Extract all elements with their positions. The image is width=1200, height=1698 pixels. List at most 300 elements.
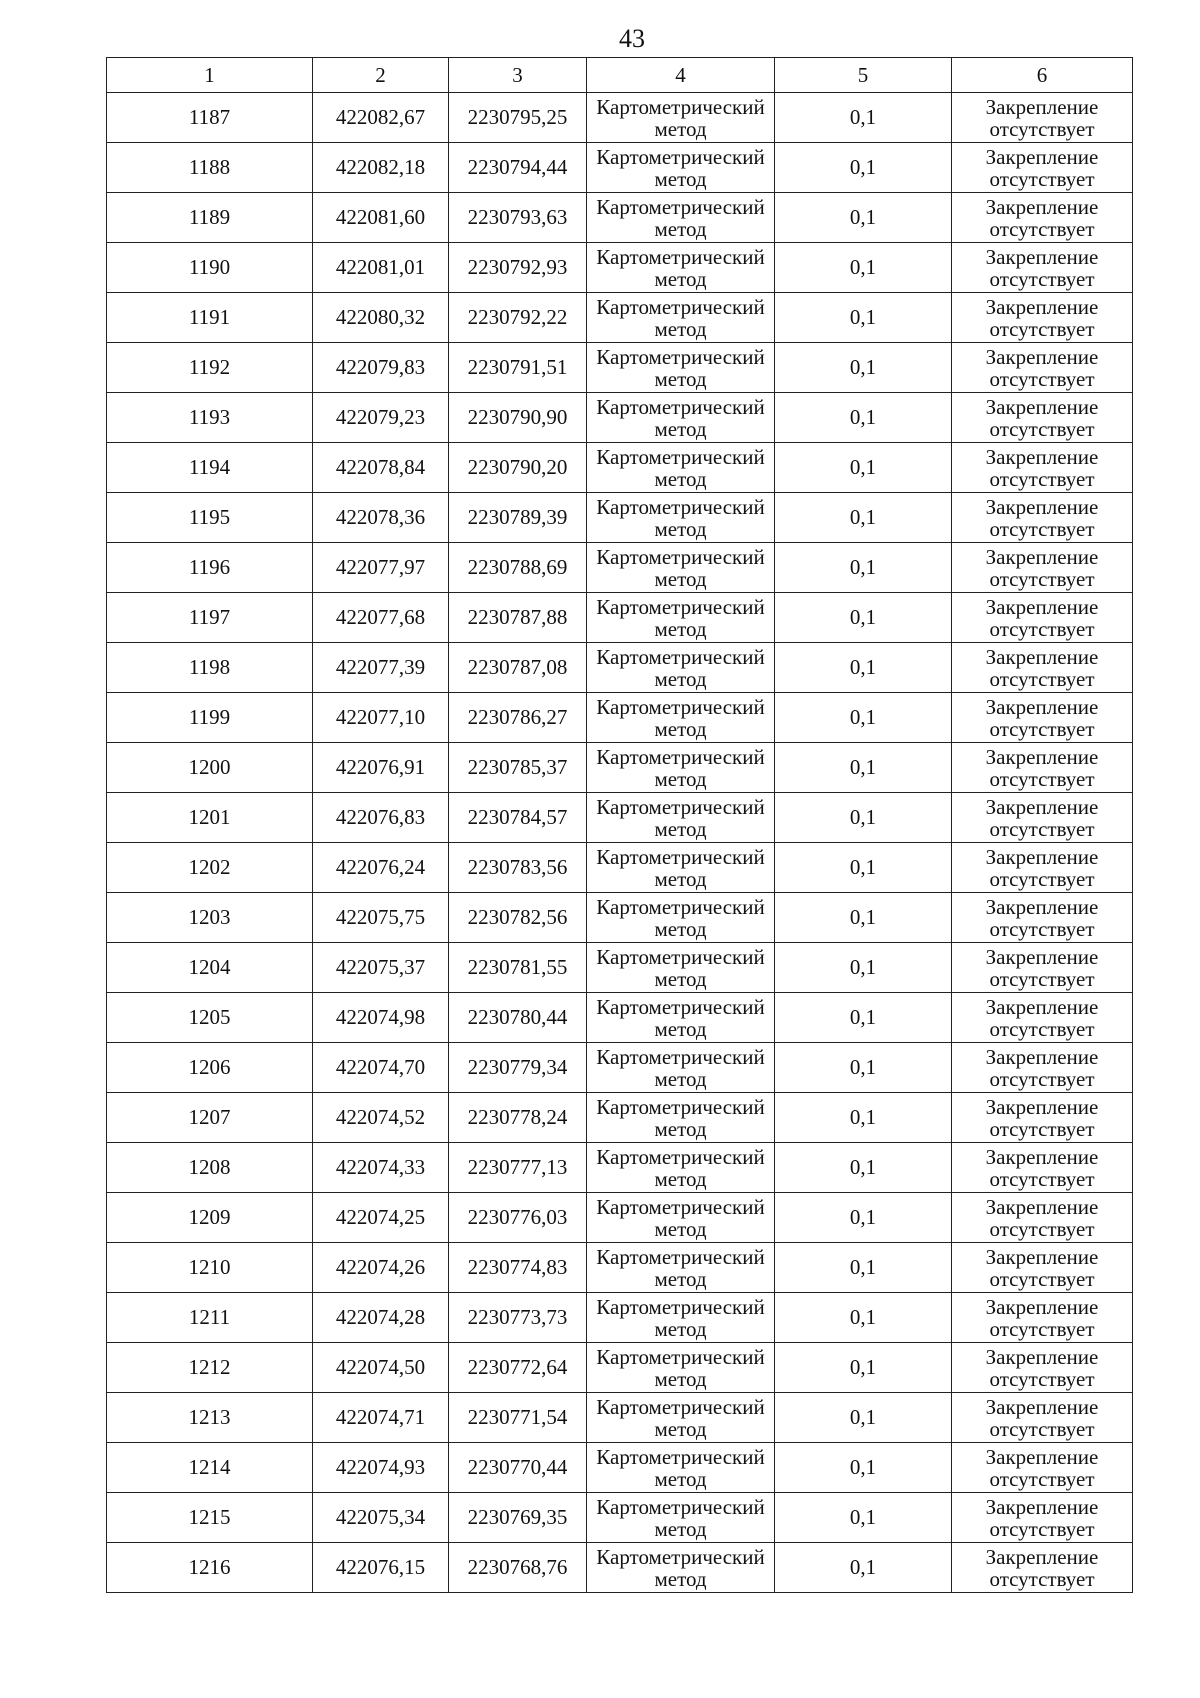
x-coordinate-cell: 422074,52 [313,1093,449,1143]
column-header: 5 [775,58,952,93]
method-cell [587,593,775,643]
y-coordinate-cell: 2230789,39 [449,493,587,543]
method-cell [587,1093,775,1143]
x-coordinate-cell: 422077,39 [313,643,449,693]
x-coordinate-cell: 422074,33 [313,1143,449,1193]
point-number-cell: 1192 [107,343,313,393]
method-cell-line2: метод [654,916,707,941]
method-cell-line1: Картометрический [596,1094,765,1119]
table-row [107,193,1133,243]
fixation-cell [952,593,1133,643]
fixation-cell-line2: отсутствует [989,1316,1095,1341]
fixation-cell-line2: отсутствует [989,1366,1095,1391]
y-coordinate-cell: 2230777,13 [449,1143,587,1193]
method-cell-line2: метод [654,1116,707,1141]
y-coordinate-cell: 2230770,44 [449,1443,587,1493]
fixation-cell-line1: Закрепление [985,894,1099,919]
point-number-cell: 1210 [107,1243,313,1293]
method-cell [587,1443,775,1493]
table-row [107,893,1133,943]
accuracy-cell: 0,1 [775,1393,952,1443]
method-cell-line1: Картометрический [596,494,765,519]
fixation-cell [952,1143,1133,1193]
accuracy-cell: 0,1 [775,343,952,393]
fixation-cell [952,743,1133,793]
y-coordinate-cell: 2230776,03 [449,1193,587,1243]
method-cell [587,193,775,243]
method-cell [587,943,775,993]
y-coordinate-cell: 2230773,73 [449,1293,587,1343]
y-coordinate-cell: 2230778,24 [449,1093,587,1143]
x-coordinate-cell: 422074,70 [313,1043,449,1093]
method-cell-line1: Картометрический [596,894,765,919]
method-cell [587,1193,775,1243]
accuracy-cell: 0,1 [775,693,952,743]
fixation-cell [952,1093,1133,1143]
fixation-cell-line1: Закрепление [985,1244,1099,1269]
fixation-cell-line2: отсутствует [989,266,1095,291]
method-cell-line1: Картометрический [596,444,765,469]
point-number-cell: 1209 [107,1193,313,1243]
method-cell [587,1043,775,1093]
fixation-cell [952,293,1133,343]
fixation-cell-line2: отсутствует [989,766,1095,791]
x-coordinate-cell: 422081,60 [313,193,449,243]
table-row [107,93,1133,143]
table-row [107,743,1133,793]
accuracy-cell: 0,1 [775,193,952,243]
method-cell-line1: Картометрический [596,944,765,969]
table-row [107,643,1133,693]
method-cell-line2: метод [654,1166,707,1191]
accuracy-cell: 0,1 [775,243,952,293]
fixation-cell-line1: Закрепление [985,1494,1099,1519]
y-coordinate-cell: 2230794,44 [449,143,587,193]
table-row [107,843,1133,893]
method-cell-line1: Картометрический [596,1494,765,1519]
accuracy-cell: 0,1 [775,1493,952,1543]
method-cell-line2: метод [654,466,707,491]
fixation-cell-line2: отсутствует [989,1166,1095,1191]
method-cell-line1: Картометрический [596,1144,765,1169]
accuracy-cell: 0,1 [775,943,952,993]
fixation-cell [952,393,1133,443]
fixation-cell-line1: Закрепление [985,844,1099,869]
fixation-cell-line2: отсутствует [989,366,1095,391]
fixation-cell-line2: отсутствует [989,1066,1095,1091]
fixation-cell [952,193,1133,243]
method-cell-line2: метод [654,1516,707,1541]
point-number-cell: 1211 [107,1293,313,1343]
method-cell-line1: Картометрический [596,694,765,719]
fixation-cell-line2: отсутствует [989,966,1095,991]
fixation-cell-line1: Закрепление [985,744,1099,769]
method-cell-line1: Картометрический [596,194,765,219]
method-cell-line2: метод [654,1066,707,1091]
method-cell-line1: Картометрический [596,294,765,319]
x-coordinate-cell: 422077,10 [313,693,449,743]
table-row [107,1543,1133,1593]
table-row [107,293,1133,343]
fixation-cell [952,693,1133,743]
fixation-cell-line1: Закрепление [985,1144,1099,1169]
fixation-cell-line1: Закрепление [985,444,1099,469]
fixation-cell-line1: Закрепление [985,394,1099,419]
point-number-cell: 1201 [107,793,313,843]
fixation-cell-line2: отсутствует [989,716,1095,741]
method-cell-line1: Картометрический [596,1394,765,1419]
fixation-cell-line1: Закрепление [985,1094,1099,1119]
method-cell [587,443,775,493]
x-coordinate-cell: 422074,50 [313,1343,449,1393]
point-number-cell: 1215 [107,1493,313,1543]
accuracy-cell: 0,1 [775,743,952,793]
y-coordinate-cell: 2230781,55 [449,943,587,993]
table-row [107,1343,1133,1393]
accuracy-cell: 0,1 [775,843,952,893]
method-cell [587,1293,775,1343]
method-cell-line2: метод [654,316,707,341]
y-coordinate-cell: 2230768,76 [449,1543,587,1593]
accuracy-cell: 0,1 [775,543,952,593]
table-row [107,1443,1133,1493]
accuracy-cell: 0,1 [775,893,952,943]
method-cell [587,793,775,843]
method-cell-line2: метод [654,366,707,391]
method-cell [587,493,775,543]
method-cell-line1: Картометрический [596,544,765,569]
table-row [107,343,1133,393]
point-number-cell: 1198 [107,643,313,693]
fixation-cell-line1: Закрепление [985,494,1099,519]
accuracy-cell: 0,1 [775,1443,952,1493]
y-coordinate-cell: 2230792,93 [449,243,587,293]
method-cell [587,293,775,343]
method-cell-line2: метод [654,1266,707,1291]
method-cell-line2: метод [654,416,707,441]
method-cell-line2: метод [654,1466,707,1491]
x-coordinate-cell: 422076,83 [313,793,449,843]
fixation-cell-line1: Закрепление [985,194,1099,219]
method-cell [587,1143,775,1193]
x-coordinate-cell: 422077,97 [313,543,449,593]
fixation-cell-line2: отсутствует [989,566,1095,591]
table-row [107,1143,1133,1193]
fixation-cell-line1: Закрепление [985,1344,1099,1369]
y-coordinate-cell: 2230779,34 [449,1043,587,1093]
fixation-cell-line1: Закрепление [985,544,1099,569]
fixation-cell [952,93,1133,143]
fixation-cell-line2: отсутствует [989,1116,1095,1141]
accuracy-cell: 0,1 [775,1043,952,1093]
fixation-cell-line1: Закрепление [985,1044,1099,1069]
method-cell [587,1493,775,1543]
accuracy-cell: 0,1 [775,1193,952,1243]
method-cell-line1: Картометрический [596,1294,765,1319]
fixation-cell-line1: Закрепление [985,344,1099,369]
fixation-cell-line2: отсутствует [989,816,1095,841]
point-number-cell: 1191 [107,293,313,343]
method-cell-line1: Картометрический [596,394,765,419]
method-cell-line2: метод [654,266,707,291]
method-cell [587,643,775,693]
y-coordinate-cell: 2230786,27 [449,693,587,743]
fixation-cell-line2: отсутствует [989,166,1095,191]
method-cell [587,393,775,443]
accuracy-cell: 0,1 [775,1093,952,1143]
method-cell-line2: метод [654,866,707,891]
fixation-cell [952,1343,1133,1393]
method-cell [587,893,775,943]
fixation-cell-line2: отсутствует [989,316,1095,341]
table-row [107,793,1133,843]
fixation-cell-line1: Закрепление [985,94,1099,119]
accuracy-cell: 0,1 [775,1343,952,1393]
method-cell [587,843,775,893]
x-coordinate-cell: 422074,25 [313,1193,449,1243]
method-cell-line2: метод [654,566,707,591]
x-coordinate-cell: 422078,84 [313,443,449,493]
table-row [107,143,1133,193]
fixation-cell [952,143,1133,193]
fixation-cell-line1: Закрепление [985,694,1099,719]
point-number-cell: 1199 [107,693,313,743]
fixation-cell-line1: Закрепление [985,1194,1099,1219]
y-coordinate-cell: 2230795,25 [449,93,587,143]
fixation-cell [952,1043,1133,1093]
x-coordinate-cell: 422079,23 [313,393,449,443]
fixation-cell-line2: отсутствует [989,1266,1095,1291]
point-number-cell: 1190 [107,243,313,293]
table-row [107,1243,1133,1293]
x-coordinate-cell: 422076,24 [313,843,449,893]
method-cell-line1: Картометрический [596,1244,765,1269]
column-header: 3 [449,58,587,93]
point-number-cell: 1193 [107,393,313,443]
x-coordinate-cell: 422077,68 [313,593,449,643]
method-cell-line1: Картометрический [596,1194,765,1219]
x-coordinate-cell: 422074,98 [313,993,449,1043]
y-coordinate-cell: 2230790,20 [449,443,587,493]
fixation-cell-line1: Закрепление [985,244,1099,269]
table-header-row [107,58,1133,93]
method-cell-line1: Картометрический [596,794,765,819]
fixation-cell [952,1193,1133,1243]
point-number-cell: 1203 [107,893,313,943]
table-row [107,1193,1133,1243]
fixation-cell-line1: Закрепление [985,1394,1099,1419]
x-coordinate-cell: 422082,67 [313,93,449,143]
method-cell-line1: Картометрический [596,844,765,869]
point-number-cell: 1187 [107,93,313,143]
point-number-cell: 1195 [107,493,313,543]
fixation-cell-line2: отсутствует [989,116,1095,141]
method-cell-line2: метод [654,816,707,841]
fixation-cell-line1: Закрепление [985,594,1099,619]
accuracy-cell: 0,1 [775,493,952,543]
x-coordinate-cell: 422075,75 [313,893,449,943]
column-header: 6 [952,58,1133,93]
page-number: 43 [619,24,645,53]
accuracy-cell: 0,1 [775,593,952,643]
x-coordinate-cell: 422074,26 [313,1243,449,1293]
x-coordinate-cell: 422074,93 [313,1443,449,1493]
method-cell-line1: Картометрический [596,594,765,619]
point-number-cell: 1214 [107,1443,313,1493]
fixation-cell [952,243,1133,293]
method-cell-line1: Картометрический [596,744,765,769]
table-row [107,543,1133,593]
method-cell-line2: метод [654,1316,707,1341]
fixation-cell [952,1543,1133,1593]
method-cell [587,1393,775,1443]
table-row [107,443,1133,493]
accuracy-cell: 0,1 [775,293,952,343]
point-number-cell: 1188 [107,143,313,193]
x-coordinate-cell: 422075,34 [313,1493,449,1543]
fixation-cell-line2: отсутствует [989,216,1095,241]
accuracy-cell: 0,1 [775,993,952,1043]
table-row [107,993,1133,1043]
method-cell [587,1343,775,1393]
y-coordinate-cell: 2230774,83 [449,1243,587,1293]
accuracy-cell: 0,1 [775,1293,952,1343]
accuracy-cell: 0,1 [775,1543,952,1593]
method-cell [587,143,775,193]
method-cell-line1: Картометрический [596,644,765,669]
table-row [107,1043,1133,1093]
fixation-cell [952,993,1133,1043]
table-body [107,93,1133,1593]
fixation-cell [952,793,1133,843]
accuracy-cell: 0,1 [775,393,952,443]
method-cell-line1: Картометрический [596,94,765,119]
point-number-cell: 1207 [107,1093,313,1143]
method-cell [587,93,775,143]
table-row [107,493,1133,543]
column-header: 4 [587,58,775,93]
fixation-cell-line2: отсутствует [989,1516,1095,1541]
x-coordinate-cell: 422076,15 [313,1543,449,1593]
table-row [107,1093,1133,1143]
method-cell [587,993,775,1043]
x-coordinate-cell: 422082,18 [313,143,449,193]
column-header: 2 [313,58,449,93]
x-coordinate-cell: 422080,32 [313,293,449,343]
fixation-cell-line2: отсутствует [989,616,1095,641]
table-row [107,693,1133,743]
y-coordinate-cell: 2230780,44 [449,993,587,1043]
y-coordinate-cell: 2230793,63 [449,193,587,243]
method-cell [587,543,775,593]
method-cell-line2: метод [654,1016,707,1041]
method-cell-line1: Картометрический [596,1344,765,1369]
method-cell [587,693,775,743]
point-number-cell: 1202 [107,843,313,893]
fixation-cell-line1: Закрепление [985,144,1099,169]
fixation-cell [952,893,1133,943]
y-coordinate-cell: 2230788,69 [449,543,587,593]
fixation-cell-line2: отсутствует [989,916,1095,941]
fixation-cell-line2: отсутствует [989,1566,1095,1591]
y-coordinate-cell: 2230782,56 [449,893,587,943]
point-number-cell: 1194 [107,443,313,493]
method-cell [587,743,775,793]
x-coordinate-cell: 422074,71 [313,1393,449,1443]
method-cell-line1: Картометрический [596,244,765,269]
fixation-cell [952,443,1133,493]
fixation-cell [952,493,1133,543]
table-row [107,1293,1133,1343]
fixation-cell [952,843,1133,893]
accuracy-cell: 0,1 [775,643,952,693]
y-coordinate-cell: 2230787,08 [449,643,587,693]
fixation-cell-line2: отсутствует [989,516,1095,541]
fixation-cell-line2: отсутствует [989,416,1095,441]
method-cell-line1: Картометрический [596,994,765,1019]
table-row [107,1493,1133,1543]
method-cell-line1: Картометрический [596,1044,765,1069]
point-number-cell: 1216 [107,1543,313,1593]
point-number-cell: 1189 [107,193,313,243]
table-row [107,943,1133,993]
fixation-cell-line1: Закрепление [985,944,1099,969]
method-cell-line2: метод [654,966,707,991]
x-coordinate-cell: 422078,36 [313,493,449,543]
accuracy-cell: 0,1 [775,793,952,843]
fixation-cell-line2: отсутствует [989,1466,1095,1491]
method-cell-line2: метод [654,216,707,241]
method-cell [587,243,775,293]
point-number-cell: 1212 [107,1343,313,1393]
y-coordinate-cell: 2230785,37 [449,743,587,793]
x-coordinate-cell: 422081,01 [313,243,449,293]
method-cell-line2: метод [654,666,707,691]
fixation-cell [952,543,1133,593]
y-coordinate-cell: 2230769,35 [449,1493,587,1543]
coordinates-table [106,57,1133,1593]
fixation-cell [952,943,1133,993]
point-number-cell: 1200 [107,743,313,793]
fixation-cell [952,1293,1133,1343]
point-number-cell: 1206 [107,1043,313,1093]
y-coordinate-cell: 2230792,22 [449,293,587,343]
method-cell-line2: метод [654,1216,707,1241]
fixation-cell-line1: Закрепление [985,794,1099,819]
fixation-cell-line1: Закрепление [985,994,1099,1019]
fixation-cell [952,1493,1133,1543]
x-coordinate-cell: 422074,28 [313,1293,449,1343]
table-row [107,243,1133,293]
y-coordinate-cell: 2230772,64 [449,1343,587,1393]
table-row [107,593,1133,643]
method-cell-line2: метод [654,116,707,141]
table-row [107,1393,1133,1443]
point-number-cell: 1208 [107,1143,313,1193]
y-coordinate-cell: 2230787,88 [449,593,587,643]
y-coordinate-cell: 2230783,56 [449,843,587,893]
method-cell [587,1543,775,1593]
method-cell-line2: метод [654,616,707,641]
fixation-cell-line2: отсутствует [989,1216,1095,1241]
accuracy-cell: 0,1 [775,143,952,193]
y-coordinate-cell: 2230790,90 [449,393,587,443]
x-coordinate-cell: 422076,91 [313,743,449,793]
fixation-cell-line2: отсутствует [989,1416,1095,1441]
fixation-cell-line2: отсутствует [989,666,1095,691]
fixation-cell [952,643,1133,693]
fixation-cell [952,1443,1133,1493]
